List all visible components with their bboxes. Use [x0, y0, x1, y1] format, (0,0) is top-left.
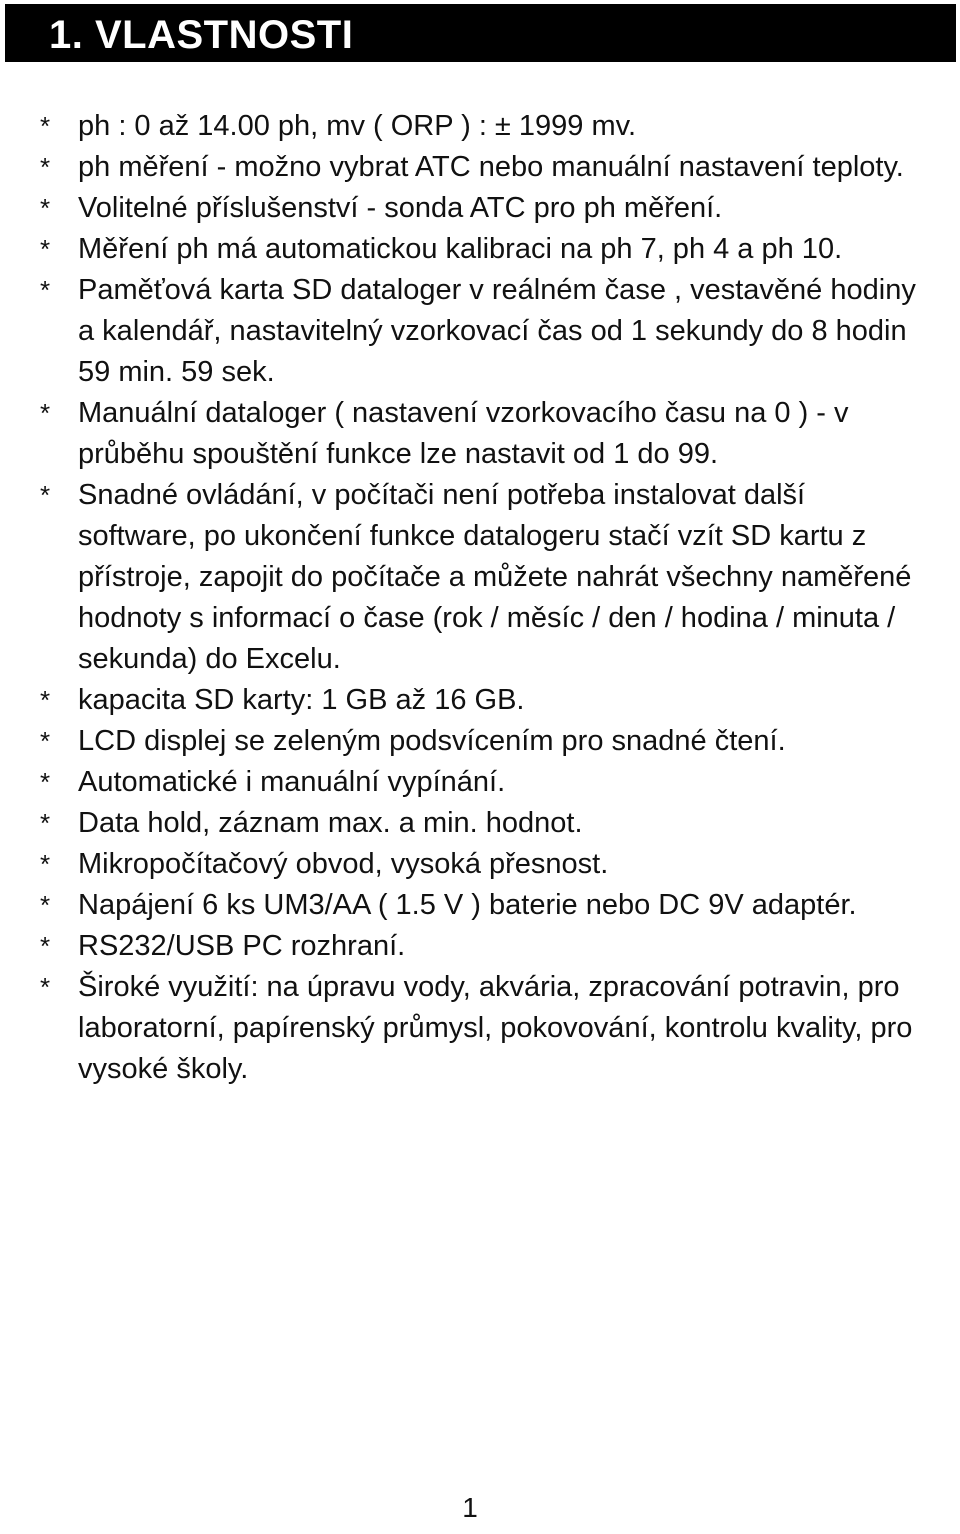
feature-text: Měření ph má automatickou kalibraci na ph 7, ph 4 a ph 10.	[78, 233, 843, 265]
feature-text: kapacita SD karty: 1 GB až 16 GB.	[78, 684, 525, 716]
page-number: 1	[462, 1492, 478, 1523]
section-title: 1. VLASTNOSTI	[49, 13, 354, 57]
bullet-marker: *	[40, 808, 51, 838]
feature-text: Paměťová karta SD dataloger v reálném čase , vestavěné hodiny a kalendář, nastavitelný vzorkovací čas od 1 sekundy do 8 hodin 59 min. 59 sek.	[78, 274, 916, 388]
bullet-marker: *	[40, 152, 51, 182]
feature-text: Mikropočítačový obvod, vysoká přesnost.	[78, 848, 609, 880]
bullet-marker: *	[40, 767, 51, 797]
feature-text: RS232/USB PC rozhraní.	[78, 930, 406, 962]
feature-item	[40, 475, 920, 680]
feature-list	[40, 106, 920, 1090]
bullet-marker: *	[40, 726, 51, 756]
feature-text: Snadné ovládání, v počítači není potřeba instalovat další software, po ukončení funkce datalogeru stačí vzít SD kartu z přístroje, zapojit do počítače a můžete nahrát všechny naměřené hodnoty s informací o čase (rok / měsíc / den / hodina / minuta / sekunda) do Excelu.	[78, 479, 912, 675]
feature-text: Automatické i manuální vypínání.	[78, 766, 506, 798]
bullet-marker: *	[40, 111, 51, 141]
feature-text: ph : 0 až 14.00 ph, mv ( ORP ) : ± 1999 mv.	[78, 110, 637, 142]
feature-text: LCD displej se zeleným podsvícením pro snadné čtení.	[78, 725, 786, 757]
feature-text: Volitelné příslušenství - sonda ATC pro ph měření.	[78, 192, 723, 224]
feature-text: Manuální dataloger ( nastavení vzorkovacího času na 0 ) - v průběhu spouštění funkce lze nastavit od 1 do 99.	[78, 397, 849, 470]
feature-text: Široké využití: na úpravu vody, akvária, zpracování potravin, pro laboratorní, papírenský průmysl, pokovování, kontrolu kvality, pro vysoké školy.	[78, 971, 913, 1085]
feature-item	[40, 393, 920, 475]
feature-item	[40, 803, 920, 844]
bullet-marker: *	[40, 398, 51, 428]
feature-text: Data hold, záznam max. a min. hodnot.	[78, 807, 583, 839]
feature-text: Napájení 6 ks UM3/AA ( 1.5 V ) baterie nebo DC 9V adaptér.	[78, 889, 857, 921]
bullet-marker: *	[40, 890, 51, 920]
feature-item	[40, 680, 920, 721]
bullet-marker: *	[40, 931, 51, 961]
section-title-bar	[5, 4, 956, 62]
feature-item	[40, 147, 920, 188]
feature-item	[40, 721, 920, 762]
feature-item	[40, 106, 920, 147]
feature-item	[40, 926, 920, 967]
feature-item	[40, 270, 920, 393]
bullet-marker: *	[40, 480, 51, 510]
feature-text: ph měření - možno vybrat ATC nebo manuální nastavení teploty.	[78, 151, 904, 183]
bullet-marker: *	[40, 275, 51, 305]
bullet-marker: *	[40, 972, 51, 1002]
bullet-marker: *	[40, 193, 51, 223]
bullet-marker: *	[40, 685, 51, 715]
feature-item	[40, 844, 920, 885]
feature-item	[40, 188, 920, 229]
feature-item	[40, 229, 920, 270]
feature-item	[40, 762, 920, 803]
feature-item	[40, 967, 920, 1090]
feature-item	[40, 885, 920, 926]
bullet-marker: *	[40, 234, 51, 264]
bullet-marker: *	[40, 849, 51, 879]
